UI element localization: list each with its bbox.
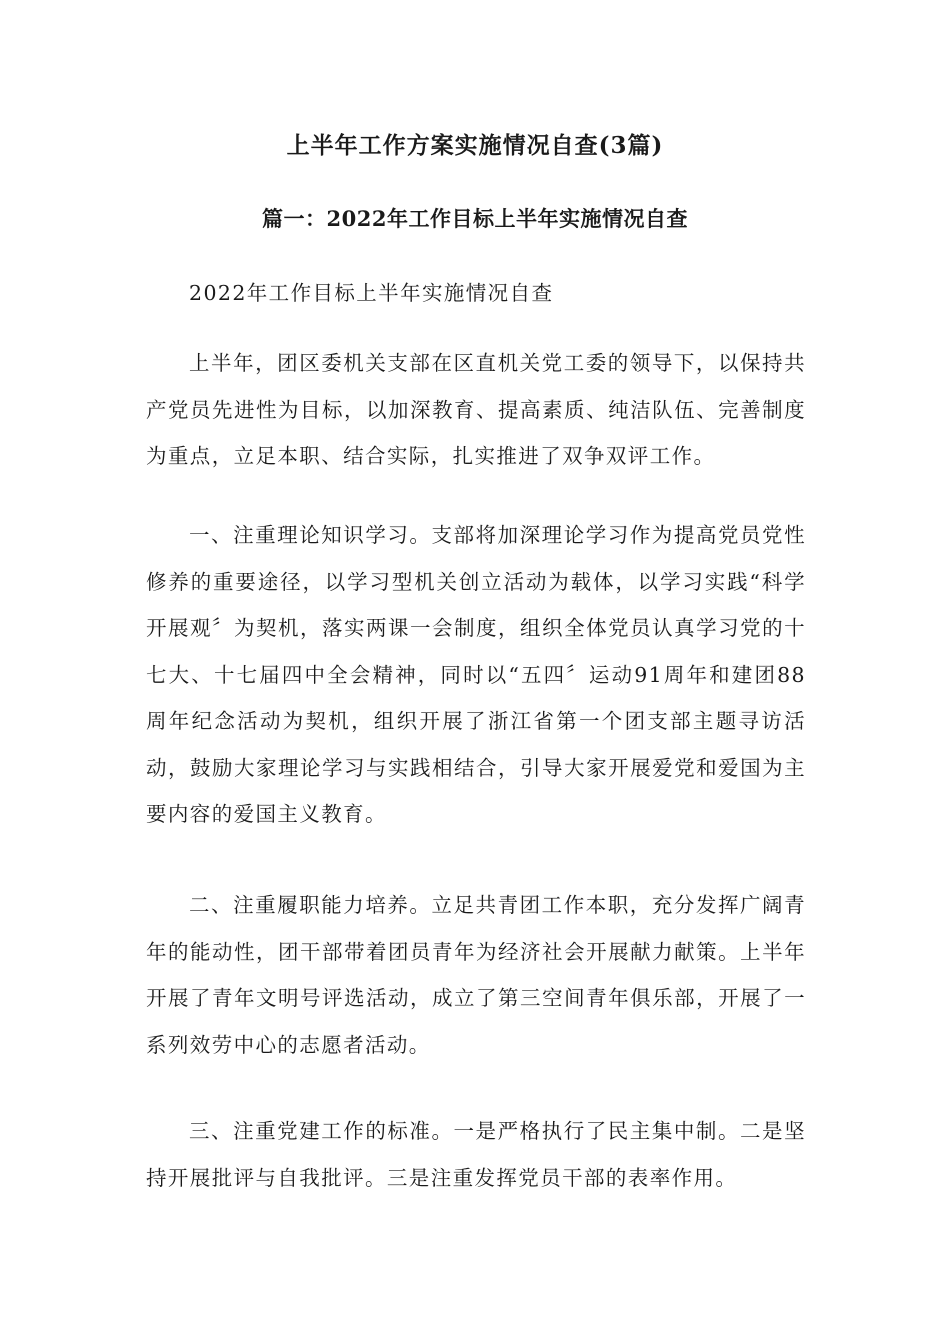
paragraph-theory-study: 一、注重理论知识学习。支部将加深理论学习作为提高党员党性修养的重要途径，以学习型机关创立活动为载体，以学习实践“科学开展观〞为契机，落实两课一会制度，组织全体党员认真学习党的十七大、十七届四中全会精神，同时以“五四〞运动91周年和建团88周年纪念活动为契机，组织开展了浙江省第一个团支部主题寻访活动，鼓励大家理论学习与实践相结合，引导大家开展爱党和爱国为主要内容的爱国主义教育。	[146, 523, 806, 826]
paragraph-heading: 2022年工作目标上半年实施情况自查	[189, 281, 554, 305]
document-title: 上半年工作方案实施情况自查(3篇)	[286, 132, 664, 159]
section-title: 篇一：2022年工作目标上半年实施情况自查	[262, 206, 688, 231]
paragraph-party-building: 三、注重党建工作的标准。一是严格执行了民主集中制。二是坚持开展批评与自我批评。三是注重发挥党员干部的表率作用。	[146, 1119, 806, 1190]
paragraph-intro: 上半年，团区委机关支部在区直机关党工委的领导下，以保持共产党员先进性为目标，以加深教育、提高素质、纯洁队伍、完善制度为重点，立足本职、结合实际，扎实推进了双争双评工作。	[146, 351, 806, 468]
paragraph-duty-ability: 二、注重履职能力培养。立足共青团工作本职，充分发挥广阔青年的能动性，团干部带着团员青年为经济社会开展献力献策。上半年开展了青年文明号评选活动，成立了第三空间青年俱乐部，开展了一系列效劳中心的志愿者活动。	[146, 893, 806, 1057]
